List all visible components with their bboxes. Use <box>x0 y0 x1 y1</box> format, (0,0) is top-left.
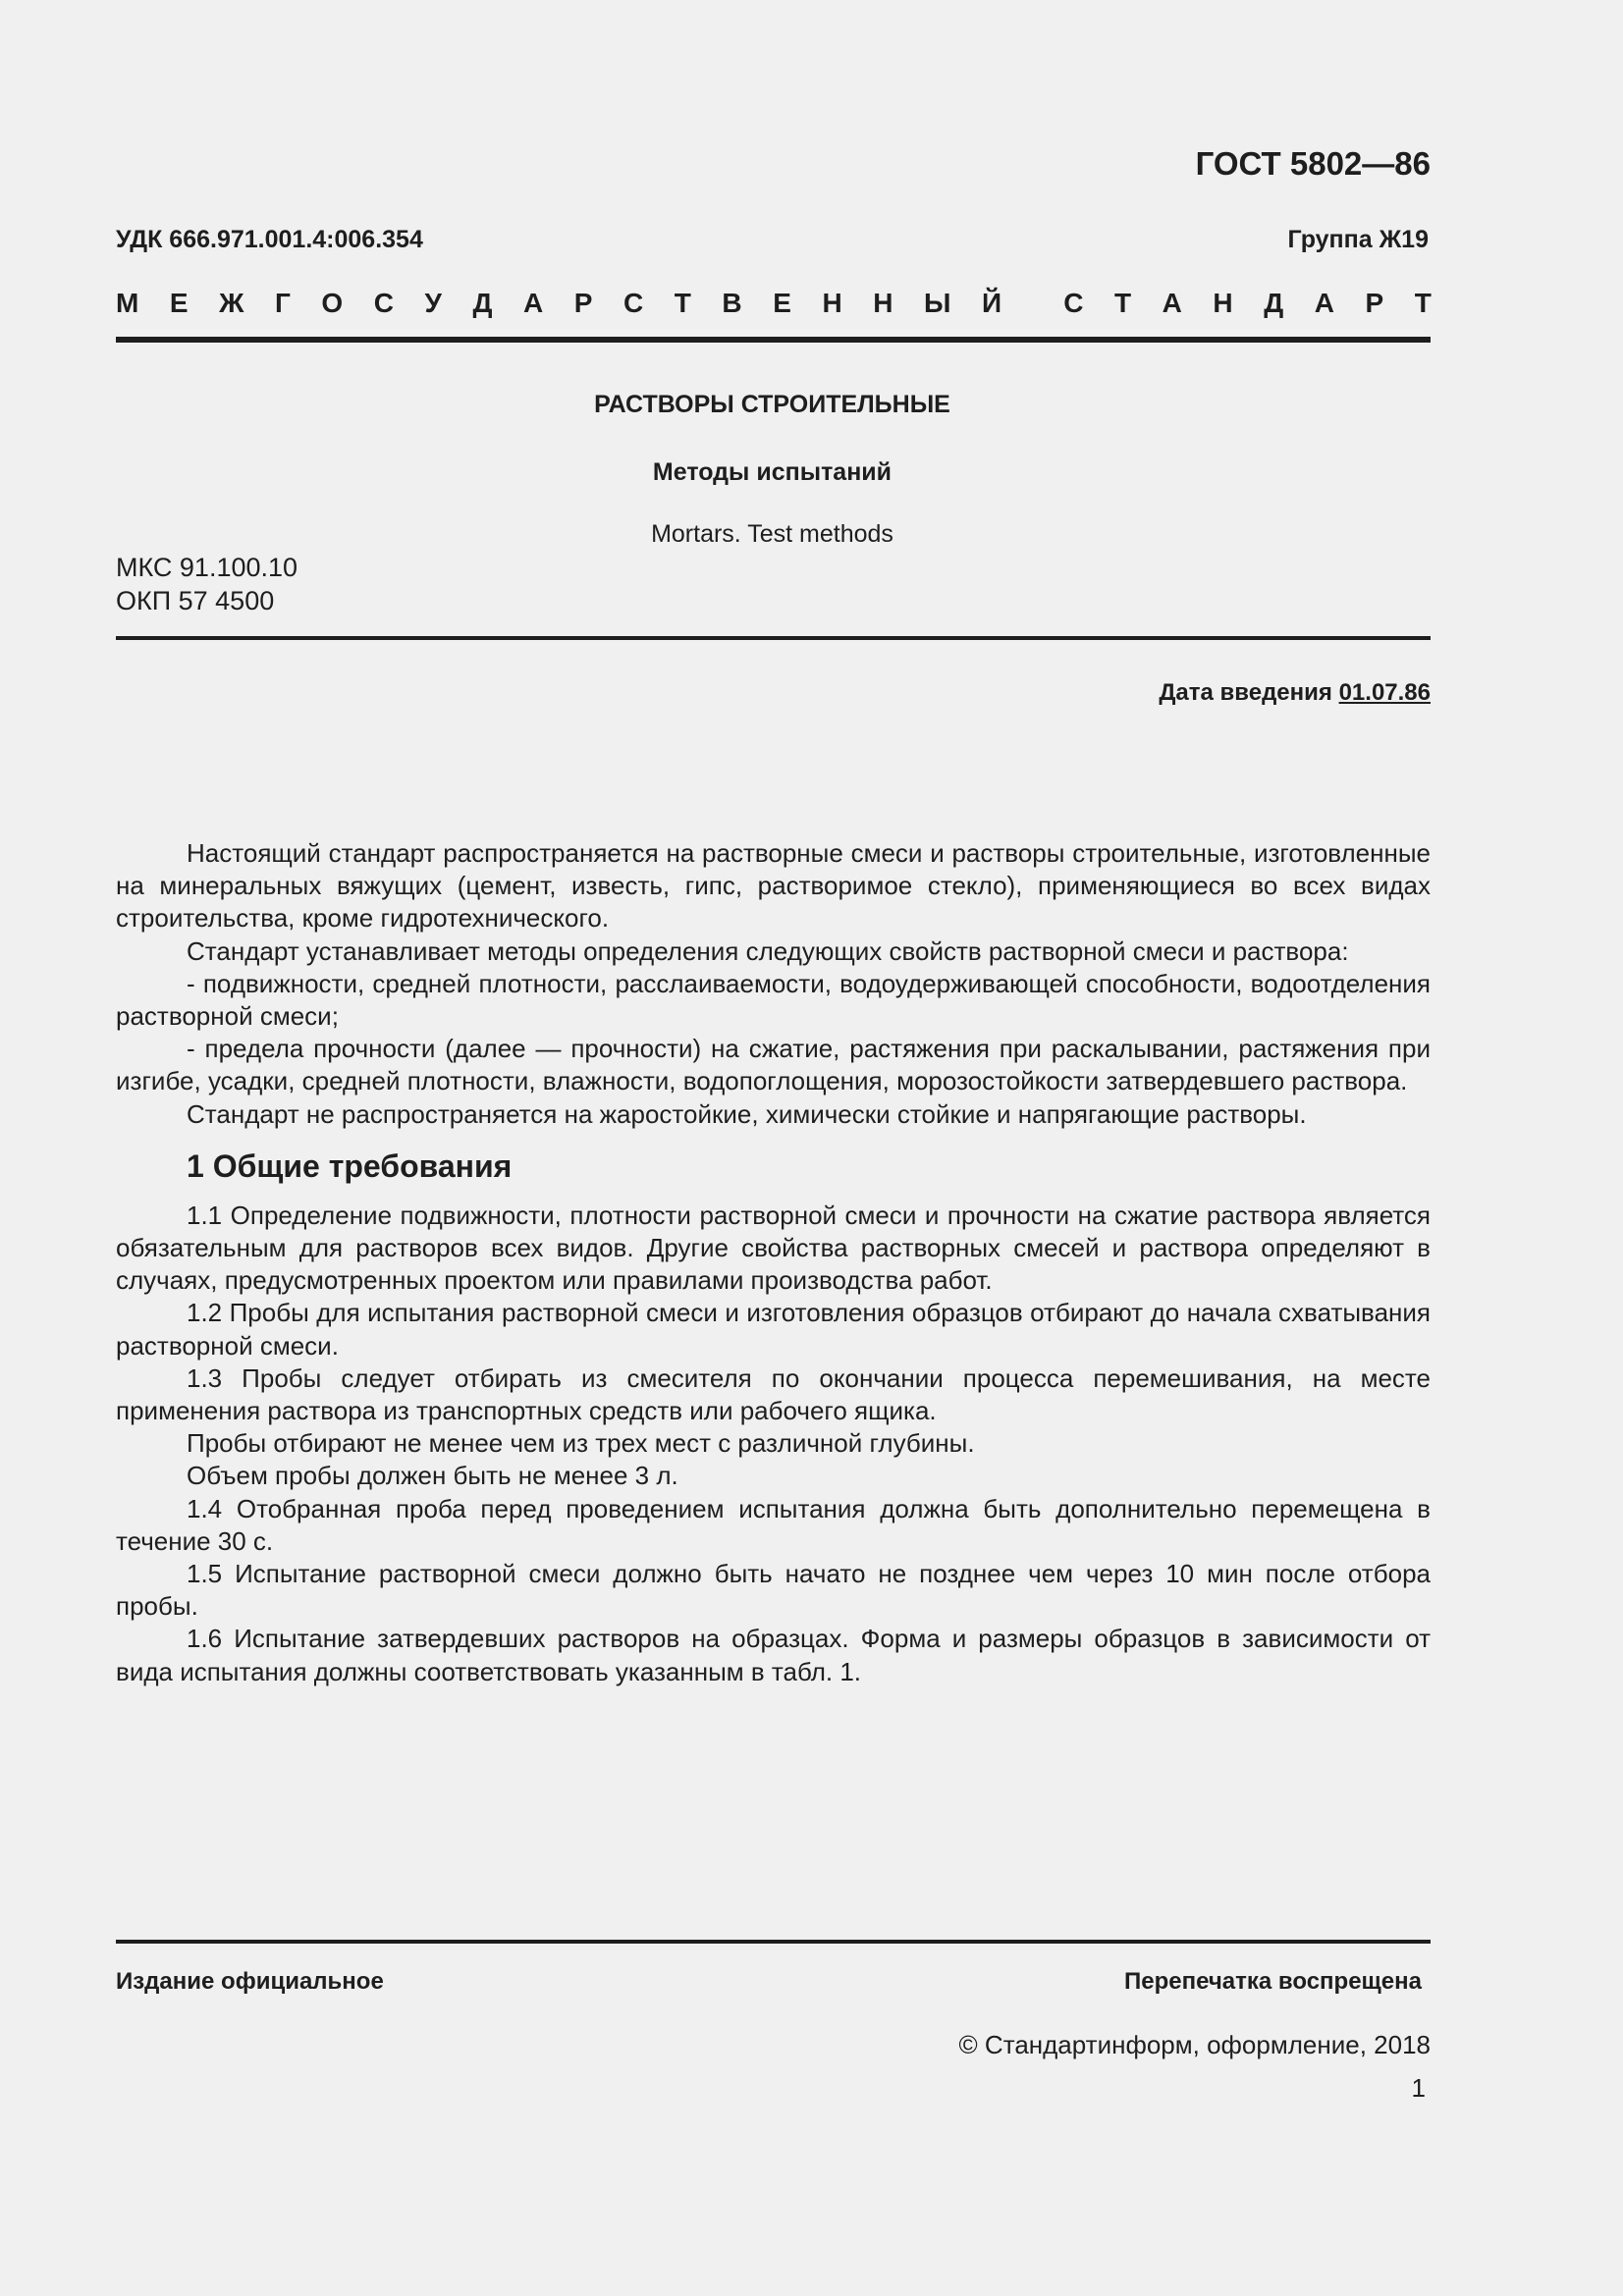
document-body <box>116 837 1431 1688</box>
heading-letter: М <box>116 288 139 318</box>
paragraph: Стандарт устанавливает методы определения следующих свойств растворной смеси и раствора: <box>187 935 1349 966</box>
heading-letter: С <box>622 288 644 318</box>
copyright-notice: © Стандартинформ, оформление, 2018 <box>958 2030 1431 2059</box>
clause: 1.2 Пробы для испытания растворной смеси и изготовления образцов отбирают до начала схватывания растворной смеси. <box>116 1298 1431 1361</box>
page-number: 1 <box>1411 2073 1426 2103</box>
heading-letter: Д <box>1264 288 1284 318</box>
heading-letter: Т <box>1113 288 1132 318</box>
mks-code: МКС 91.100.10 <box>116 553 298 582</box>
document-title: РАСТВОРЫ СТРОИТЕЛЬНЫЕ <box>594 391 950 418</box>
heading-letter: Т <box>674 288 691 318</box>
heading-letter: Р <box>573 288 593 318</box>
clause: 1.3 Пробы следует отбирать из смесителя по окончании процесса перемешивания, на месте применения раствора из транспортных средств или рабочего ящика. <box>116 1362 1431 1426</box>
okp-code: ОКП 57 4500 <box>116 586 275 615</box>
heading-letter: С <box>373 288 394 318</box>
clause: 1.1 Определение подвижности, плотности растворной смеси и прочности на сжатие раствора является обязательным для растворов всех видов. Другие свойства растворных смесей и раствора определяют в случаях, предусмотренных проектом или правилами производства работ. <box>116 1200 1431 1296</box>
heading-letter: Н <box>1213 288 1233 318</box>
heading-letter: Ы <box>924 288 951 318</box>
english-title: Mortars. Test methods <box>651 520 893 548</box>
heading-letter: О <box>321 288 344 318</box>
heading-letter: А <box>522 288 544 318</box>
classification-codes <box>116 551 298 617</box>
clause: Объем пробы должен быть не менее 3 л. <box>187 1461 678 1491</box>
paragraph: Настоящий стандарт распространяется на растворные смеси и растворы строительные, изготовленные на минеральных вяжущих (цемент, известь, гипс, растворимое стекло), применяющиеся во всех видах строительства, кроме гидротехнического. <box>116 838 1431 934</box>
heading-letter: Г <box>274 288 291 318</box>
heading-letter: А <box>1314 288 1334 318</box>
heading-letter: Ж <box>219 288 244 318</box>
clause: 1.5 Испытание растворной смеси должно быть начато не позднее чем через 10 мин после отбора пробы. <box>116 1559 1431 1622</box>
heading-letter: Н <box>873 288 893 318</box>
introduction-date-label: Дата введения <box>1159 679 1339 706</box>
heading-letter: Т <box>1414 288 1432 318</box>
heading-letter: Й <box>981 288 1002 318</box>
list-item: - предела прочности (далее — прочности) на сжатие, растяжения при раскалывании, растяжения при изгибе, усадки, средней плотности, влажности, водопоглощения, морозостойкости затвердевшего раствора. <box>116 1034 1431 1096</box>
paragraph: Стандарт не распространяется на жаростойкие, химически стойкие и напрягающие растворы. <box>187 1098 1307 1129</box>
introduction-date-value: 01.07.86 <box>1338 679 1431 706</box>
introduction-date <box>1159 679 1431 707</box>
title-divider <box>116 636 1431 640</box>
heading-letter: Е <box>169 288 189 318</box>
heading-letter: С <box>1063 288 1084 318</box>
heading-letter: Р <box>1365 288 1384 318</box>
heading-letter: В <box>722 288 742 318</box>
footer-divider <box>116 1940 1431 1944</box>
udk-code: УДК 666.971.001.4:006.354 <box>116 226 423 253</box>
heading-letter: Н <box>822 288 842 318</box>
interstate-standard-heading <box>116 288 1432 321</box>
clause: 1.4 Отобранная проба перед проведением испытания должна быть дополнительно перемещена в течение 30 с. <box>116 1493 1431 1556</box>
standard-number: ГОСТ 5802—86 <box>1195 145 1431 182</box>
reprint-notice: Перепечатка воспрещена <box>1124 1968 1422 1995</box>
section-heading: 1 Общие требования <box>187 1148 513 1184</box>
list-item: - подвижности, средней плотности, расслаиваемости, водоудерживающей способности, водоотделения растворной смеси; <box>116 968 1431 1032</box>
heading-letter: Е <box>773 288 791 318</box>
header-divider <box>116 337 1431 343</box>
clause: 1.6 Испытание затвердевших растворов на образцах. Форма и размеры образцов в зависимости от вида испытания должны соответствовать указанным в табл. 1. <box>116 1624 1431 1686</box>
heading-letter: Д <box>472 288 493 318</box>
document-subtitle: Методы испытаний <box>652 458 893 486</box>
clause: Пробы отбирают не менее чем из трех мест с различной глубины. <box>187 1428 975 1459</box>
group-code: Группа Ж19 <box>1287 226 1429 253</box>
heading-letter: А <box>1162 288 1182 318</box>
heading-letter: У <box>424 288 442 318</box>
official-edition-label: Издание официальное <box>116 1968 384 1995</box>
